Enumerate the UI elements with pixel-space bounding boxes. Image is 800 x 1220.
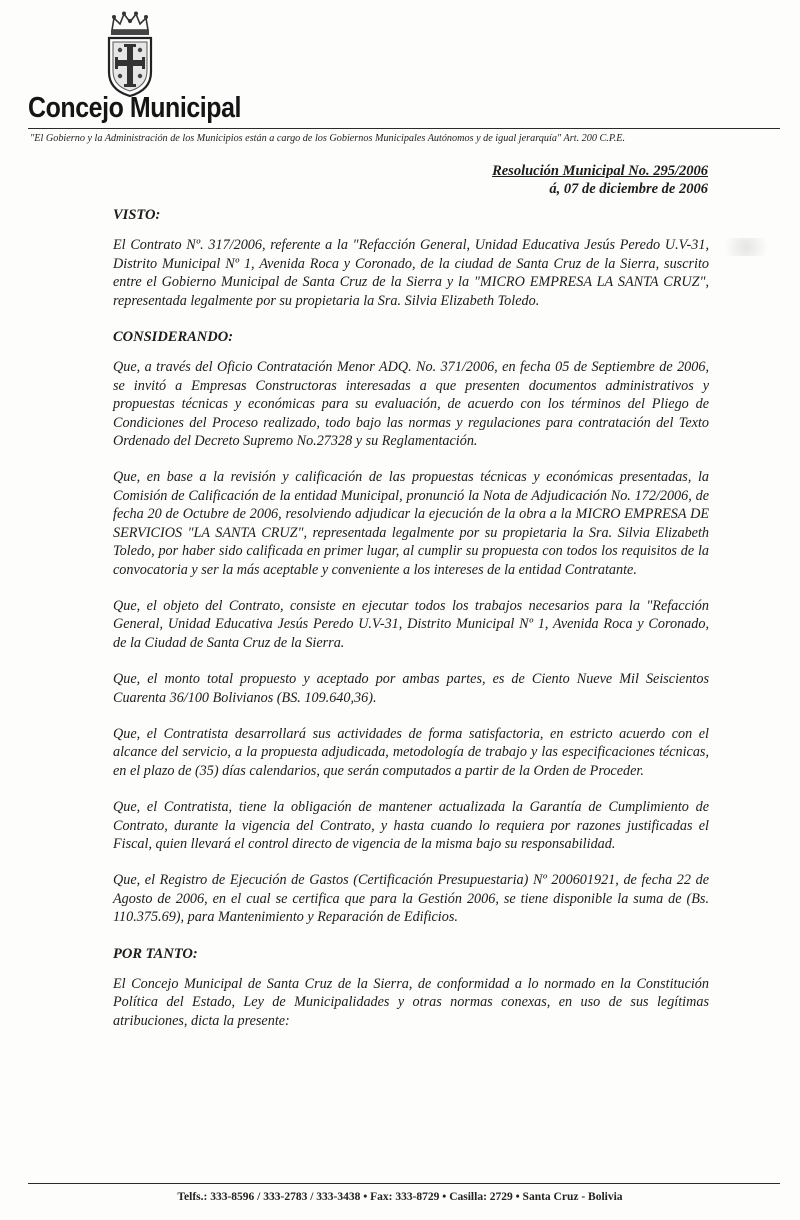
considerando-paragraph-6: Que, el Contratista, tiene la obligación de mantener actualizada la Garantía de Cumplimiento de Contrato, durante la vigencia del Contrato, y hasta cuando lo requiera por razones justificadas el Fiscal, quien llevará el control directo de vigencia de la misma bajo su responsabilidad. <box>113 799 709 852</box>
considerando-paragraph-2: Que, en base a la revisión y calificación de las propuestas técnicas y económicas presentadas, la Comisión de Calificación de la entidad Municipal, pronunció la Nota de Adjudicación No. 172/2006, de fecha 20 de Octubre de 2006, resolviendo adjudicar la ejecución de la obra a la MICRO EMPRESA DE SERVICIOS "LA SANTA CRUZ", representada legalmente por su propietaria la Sra. Silvia Elizabeth Toledo, por haber sido calificada en primer lugar, al cumplir su propuesta con todos los requisitos de la convocatoria y ser la más aceptable y conveniente a los intereses de la entidad Contratante. <box>113 469 709 578</box>
header-motto: "El Gobierno y la Administración de los Municipios están a cargo de los Gobiernos Municipales Autónomos y de igual jerarquía" Art. 200 C.P.E. <box>30 133 626 144</box>
resolution-date: á, 07 de diciembre de 2006 <box>549 181 708 197</box>
footer-contact: Telfs.: 333-8596 / 333-2783 / 333-3438 • Fax: 333-8729 • Casilla: 2729 • Santa Cruz - Bolivia <box>177 1191 623 1203</box>
footer-divider <box>28 1183 780 1184</box>
por-tanto-paragraph: El Concejo Municipal de Santa Cruz de la Sierra, de conformidad a lo normado en la Constitución Política del Estado, Ley de Municipalidades y otras normas conexas, en uso de sus legítimas atribuciones, dicta la presente: <box>113 976 709 1029</box>
por-tanto-title: POR TANTO: <box>113 945 198 962</box>
header-divider <box>28 128 780 129</box>
considerando-paragraph-7: Que, el Registro de Ejecución de Gastos (Certificación Presupuestaria) Nº 200601921, de fecha 22 de Agosto de 2006, en el cual se certifica que para la Gestión 2006, se tiene disponible la suma de (Bs. 110.375.69), para Mantenimiento y Reparación de Edificios. <box>113 872 709 926</box>
resolution-number: Resolución Municipal No. 295/2006 <box>492 163 708 179</box>
organization-name: Concejo Municipal <box>28 92 242 124</box>
considerando-paragraph-3: Que, el objeto del Contrato, consiste en ejecutar todos los trabajos necesarios para la "Refacción General, Unidad Educativa Jesús Peredo U.V-31, Distrito Municipal Nº 1, Avenida Roca y Coronado, de la Ciudad de Santa Cruz de la Sierra. <box>113 597 709 651</box>
coat-of-arms-icon <box>104 10 156 100</box>
considerando-title: CONSIDERANDO: <box>113 329 234 346</box>
visto-paragraph: El Contrato Nº. 317/2006, referente a la "Refacción General, Unidad Educativa Jesús Peredo U.V-31, Distrito Municipal Nº 1, Avenida Roca y Coronado, de la ciudad de Santa Cruz de la Sierra, suscrito entre el Gobierno Municipal de Santa Cruz de la Sierra y la "MICRO EMPRESA LA SANTA CRUZ", representada legalmente por su propietaria la Sra. Silvia Elizabeth Toledo. <box>113 237 709 309</box>
considerando-paragraph-1: Que, a través del Oficio Contratación Menor ADQ. No. 371/2006, en fecha 05 de Septiembre de 2006, se invitó a Empresas Constructoras interesadas a que presenten documentos administrativos y propuestas técnicas y económicas para su evaluación, de acuerdo con los términos del Pliego de Condiciones del Proceso realizado, todo bajo las normas y regulaciones para contratación del Texto Ordenado del Decreto Supremo No.27328 y su Reglamentación. <box>113 359 709 450</box>
considerando-paragraph-5: Que, el Contratista desarrollará sus actividades de forma satisfactoria, en estricto acuerdo con el alcance del servicio, a la propuesta adjudicada, metodología de trabajo y las especificaciones técnicas, en el plazo de (35) días calendarios, que serán computados a partir de la Orden de Proceder. <box>113 725 709 779</box>
visto-title: VISTO: <box>113 207 161 223</box>
resolution-heading <box>492 162 708 198</box>
considerando-paragraph-4: Que, el monto total propuesto y aceptado por ambas partes, es de Ciento Nueve Mil Seiscientos Cuarenta 36/100 Bolivianos (BS. 109.640,36). <box>113 671 709 706</box>
document-body <box>113 206 709 1030</box>
scan-speck <box>716 238 776 256</box>
